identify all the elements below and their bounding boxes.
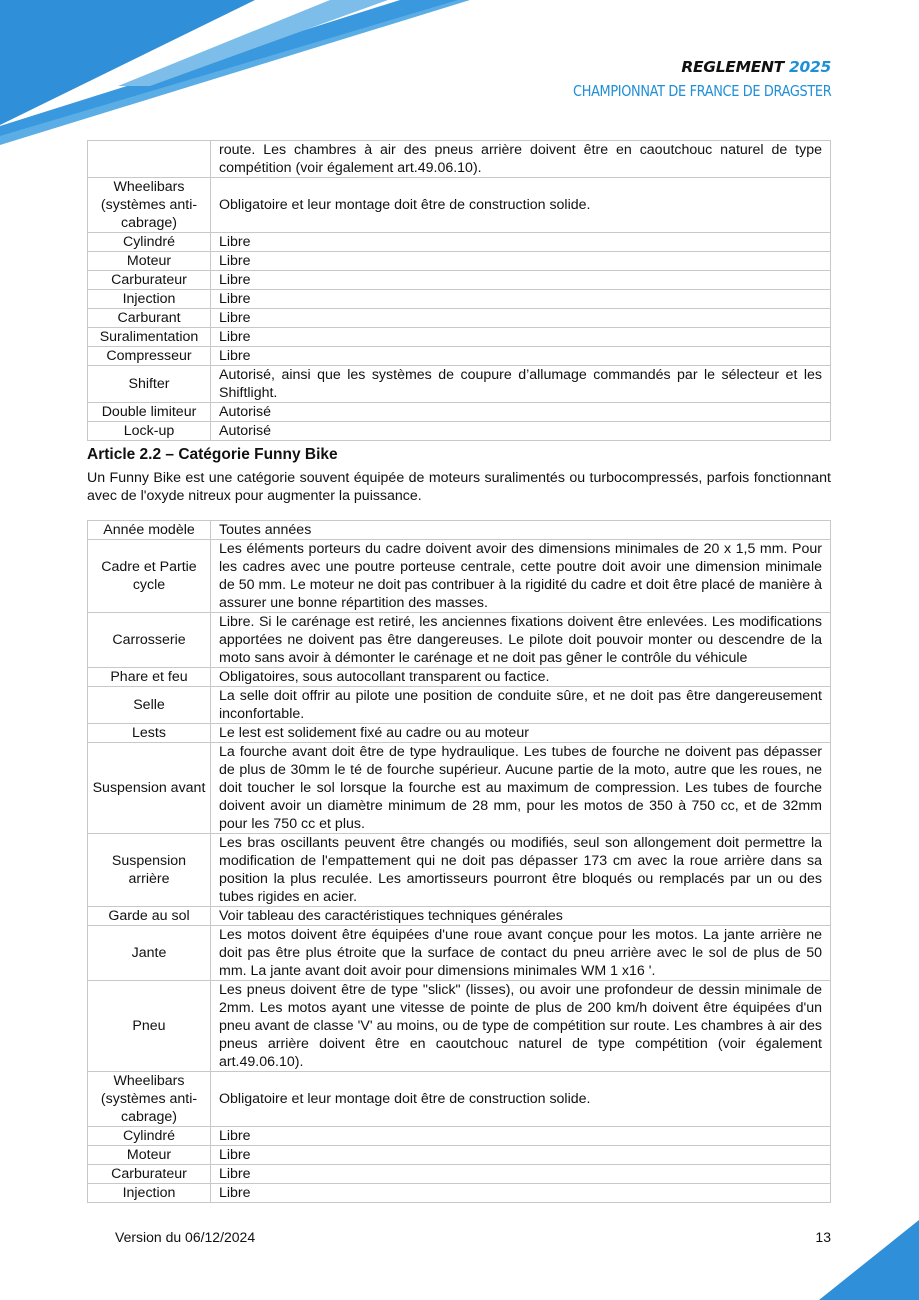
table-row — [88, 743, 831, 834]
row-label: Lests — [88, 724, 211, 743]
row-label: Carrosserie — [88, 613, 211, 668]
row-label: Cadre et Partie cycle — [88, 540, 211, 613]
table-row — [88, 271, 831, 290]
row-value: La selle doit offrir au pilote une position de conduite sûre, et ne doit pas être dangereusement inconfortable. — [211, 687, 831, 724]
table-row — [88, 1127, 831, 1146]
document-title — [681, 58, 831, 76]
title-main: REGLEMENT — [681, 58, 784, 76]
row-value: Libre — [211, 309, 831, 328]
table-row — [88, 1146, 831, 1165]
row-label: Carburateur — [88, 1165, 211, 1184]
table-row — [88, 328, 831, 347]
table-row — [88, 233, 831, 252]
row-label: Moteur — [88, 252, 211, 271]
table-row — [88, 366, 831, 403]
table-row — [88, 290, 831, 309]
row-label: Pneu — [88, 981, 211, 1072]
row-value: Les pneus doivent être de type "slick" (lisses), ou avoir une profondeur de dessin minimale de 2mm. Les motos ayant une vitesse de pointe de plus de 200 km/h doivent être équipées d'un pneu avant de classe 'V' au moins, ou de type de compétition sur route. Les chambres à air des pneus arrière doivent être en caoutchouc naturel de type compétition (voir également art.49.06.10). — [211, 981, 831, 1072]
row-label: Shifter — [88, 366, 211, 403]
row-value: La fourche avant doit être de type hydraulique. Les tubes de fourche ne doivent pas dépasser de plus de 30mm le té de fourche supérieur. Aucune partie de la moto, autre que les roues, ne doit toucher le sol lorsque la fourche est au maximum de compression. Les tubes de fourche doivent avoir un diamètre minimum de 28 mm, pour les motos de 350 à 750 cc, et de 32mm pour les 750 cc et plus. — [211, 743, 831, 834]
table-row — [88, 1184, 831, 1203]
table-row — [88, 178, 831, 233]
row-label: Lock-up — [88, 422, 211, 441]
row-value: Libre — [211, 290, 831, 309]
footer-version: Version du 06/12/2024 — [115, 1229, 256, 1245]
table-row — [88, 252, 831, 271]
table-row — [88, 981, 831, 1072]
row-label: Cylindré — [88, 233, 211, 252]
row-value: Toutes années — [211, 521, 831, 540]
table-row — [88, 687, 831, 724]
spec-table-funny-bike — [87, 520, 831, 1203]
table-row — [88, 724, 831, 743]
row-label: Carburant — [88, 309, 211, 328]
row-label: Double limiteur — [88, 403, 211, 422]
table-row — [88, 613, 831, 668]
row-value: Libre — [211, 347, 831, 366]
table-row — [88, 309, 831, 328]
article-title: Article 2.2 – Catégorie Funny Bike — [87, 446, 338, 463]
row-value: Libre — [211, 252, 831, 271]
article-intro: Un Funny Bike est une catégorie souvent équipée de moteurs suralimentés ou turbocompressés, parfois fonctionnant avec de l'oxyde nitreux pour augmenter la puissance. — [87, 470, 831, 504]
table-row — [88, 347, 831, 366]
footer-corner-triangle — [819, 1220, 919, 1300]
row-label: Suspension arrière — [88, 834, 211, 907]
row-label: Phare et feu — [88, 668, 211, 687]
row-value: Autorisé — [211, 403, 831, 422]
row-label: Carburateur — [88, 271, 211, 290]
row-value: Obligatoires, sous autocollant transparent ou factice. — [211, 668, 831, 687]
row-value: Obligatoire et leur montage doit être de construction solide. — [211, 1072, 831, 1127]
row-label: Injection — [88, 290, 211, 309]
spec-table-continued — [87, 140, 831, 441]
row-label: Suspension avant — [88, 743, 211, 834]
row-value: Les motos doivent être équipées d'une roue avant conçue pour les motos. La jante arrière ne doit pas être plus étroite que la surface de contact du pneu arrière avec le sol de plus de 50 mm. La jante avant doit avoir pour dimensions minimales WM 1 x16 '. — [211, 926, 831, 981]
row-value: Voir tableau des caractéristiques techniques générales — [211, 907, 831, 926]
table-row — [88, 521, 831, 540]
row-label: Suralimentation — [88, 328, 211, 347]
row-label: Compresseur — [88, 347, 211, 366]
table-row — [88, 141, 831, 178]
row-value: Le lest est solidement fixé au cadre ou au moteur — [211, 724, 831, 743]
table-row — [88, 1072, 831, 1127]
table-row — [88, 422, 831, 441]
row-value: Libre — [211, 1165, 831, 1184]
row-label: Garde au sol — [88, 907, 211, 926]
table-row — [88, 540, 831, 613]
row-value: Libre — [211, 328, 831, 347]
row-value: Libre — [211, 233, 831, 252]
row-value: Libre — [211, 1146, 831, 1165]
row-value: Libre. Si le carénage est retiré, les anciennes fixations doivent être enlevées. Les modifications apportées ne doivent pas être dangereuses. Le pilote doit pouvoir monter ou descendre de la moto sans avoir à démonter le carénage et ne doit pas gêner le contrôle du véhicule — [211, 613, 831, 668]
row-label: Année modèle — [88, 521, 211, 540]
table-row — [88, 907, 831, 926]
row-label: Jante — [88, 926, 211, 981]
table-row — [88, 668, 831, 687]
row-label: Wheelibars (systèmes anti-cabrage) — [88, 1072, 211, 1127]
document-subtitle: CHAMPIONNAT DE FRANCE DE DRAGSTER — [572, 82, 831, 100]
row-label: Injection — [88, 1184, 211, 1203]
title-year: 2025 — [789, 58, 831, 76]
row-value: Obligatoire et leur montage doit être de construction solide. — [211, 178, 831, 233]
row-label: Cylindré — [88, 1127, 211, 1146]
row-value: Libre — [211, 1127, 831, 1146]
table-row — [88, 834, 831, 907]
table-row — [88, 403, 831, 422]
table-row — [88, 926, 831, 981]
table-row — [88, 1165, 831, 1184]
row-label: Moteur — [88, 1146, 211, 1165]
row-value: Autorisé, ainsi que les systèmes de coupure d’allumage commandés par le sélecteur et les Shiftlight. — [211, 366, 831, 403]
page-number: 13 — [815, 1229, 831, 1245]
row-value: Les éléments porteurs du cadre doivent avoir des dimensions minimales de 20 x 1,5 mm. Pour les cadres avec une poutre porteuse centrale, cette poutre doit avoir une dimension minimale de 50 mm. Le moteur ne doit pas contribuer à la rigidité du cadre et doit être placé de manière à assurer une bonne répartition des masses. — [211, 540, 831, 613]
row-label: Selle — [88, 687, 211, 724]
row-label: Wheelibars (systèmes anti-cabrage) — [88, 178, 211, 233]
row-value: Libre — [211, 1184, 831, 1203]
row-value: Libre — [211, 271, 831, 290]
row-value: route. Les chambres à air des pneus arrière doivent être en caoutchouc naturel de type compétition (voir également art.49.06.10). — [211, 141, 831, 178]
header-corner-stripes — [0, 0, 480, 145]
row-value: Autorisé — [211, 422, 831, 441]
row-value: Les bras oscillants peuvent être changés ou modifiés, seul son allongement doit permettre la modification de l'empattement qui ne doit pas dépasser 173 cm avec la roue arrière dans sa position la plus reculée. Les amortisseurs pourront être bloqués ou remplacés par un ou des tubes rigides en acier. — [211, 834, 831, 907]
row-label — [88, 141, 211, 178]
